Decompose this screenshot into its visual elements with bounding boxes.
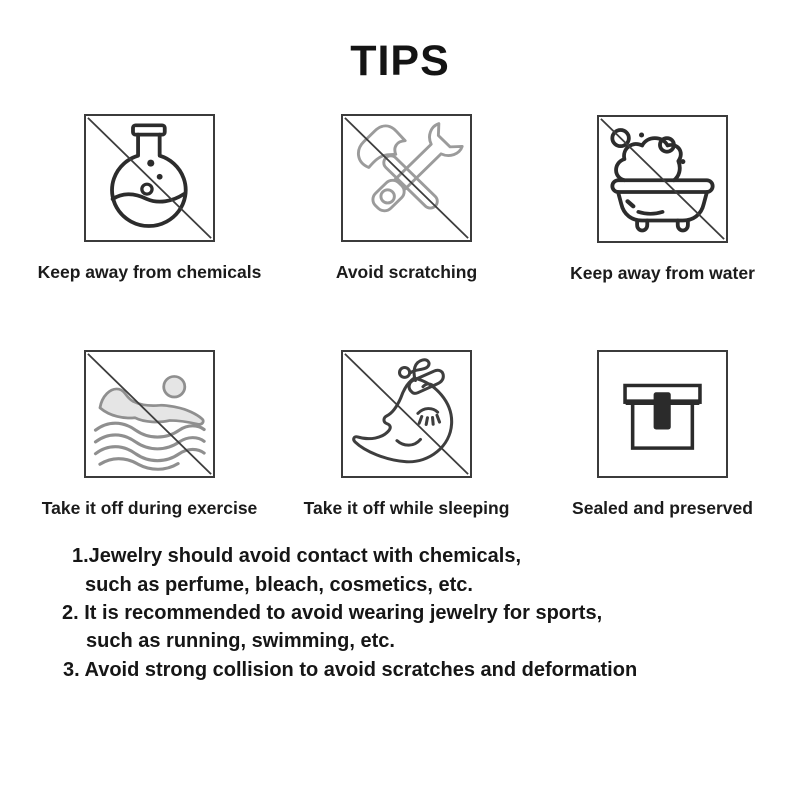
prohibition-slash-icon [343,116,470,240]
icon-box [341,350,472,478]
icon-box [341,114,472,242]
tile-take-off-during-exercise [41,350,258,518]
note-2-line-1: 2. It is recommended to avoid wearing jewelry for sports, [62,602,603,624]
note-3-line-1: 3. Avoid strong collision to avoid scratches and deformation [63,659,638,681]
icon-box [597,115,728,243]
tile-label: Avoid scratching [335,262,478,282]
tile-keep-away-from-chemicals [37,114,262,282]
tile-label: Keep away from chemicals [37,262,262,282]
note-1-line-2: such as perfume, bleach, cosmetics, etc. [85,574,473,596]
prohibition-slash-icon [86,352,213,476]
prohibition-slash-icon [86,116,213,240]
tile-keep-away-from-water [570,115,755,283]
tile-label: Take it off while sleeping [303,498,510,518]
tile-avoid-scratching [335,114,478,282]
tile-sealed-and-preserved [572,350,753,518]
page-title: TIPS [350,36,450,85]
tile-label: Keep away from water [570,263,755,283]
icon-box [597,350,728,478]
icon-box [84,114,215,242]
note-1-line-1: 1.Jewelry should avoid contact with chemicals, [72,545,522,567]
box-icon [599,352,726,476]
tile-label: Take it off during exercise [41,498,258,518]
icon-box [84,350,215,478]
prohibition-slash-icon [343,352,470,476]
clasp [654,392,671,429]
tile-label: Sealed and preserved [572,498,753,518]
note-2-line-2: such as running, swimming, etc. [86,630,395,652]
prohibition-slash-icon [599,117,726,241]
tile-take-off-while-sleeping [303,350,510,518]
